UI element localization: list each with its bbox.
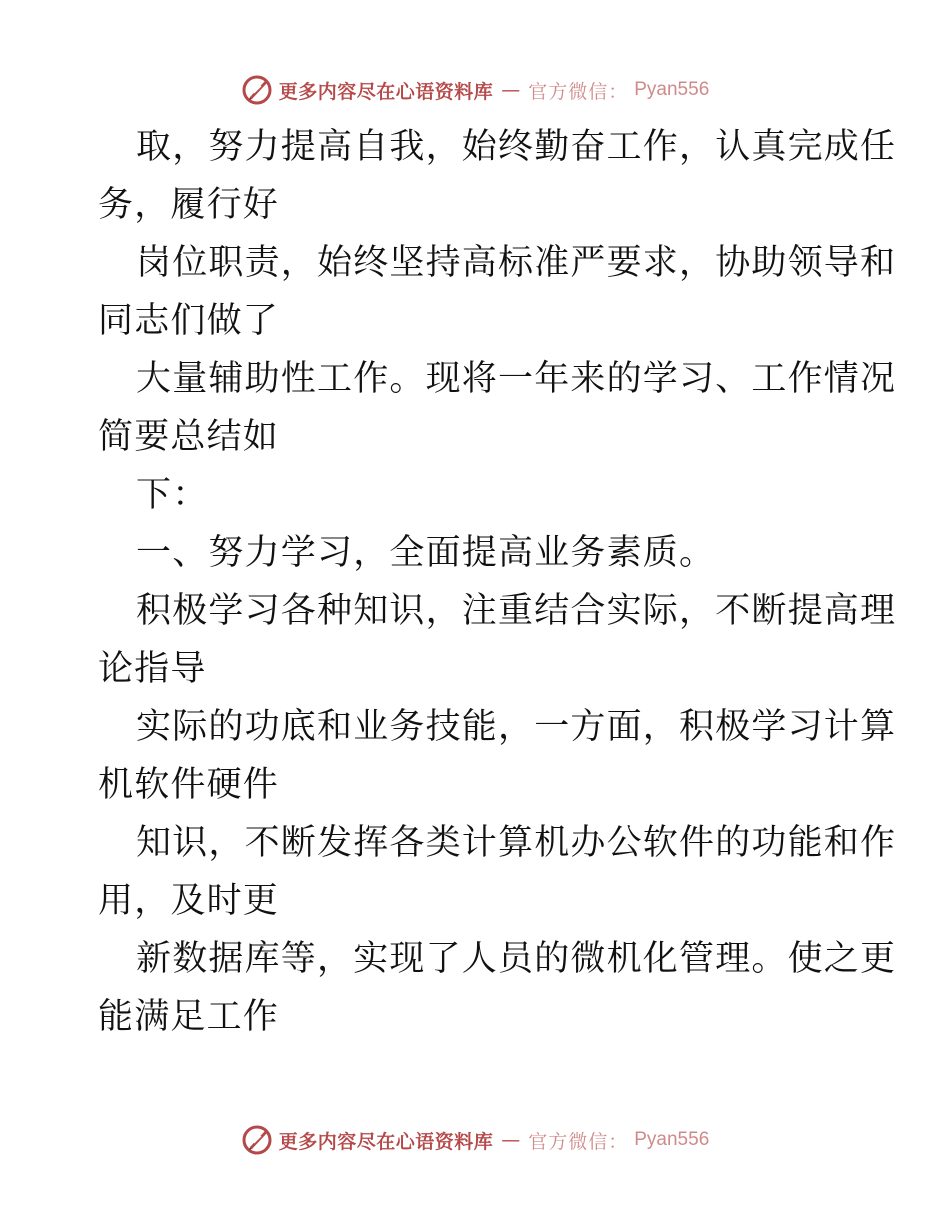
header-banner — [0, 70, 950, 110]
body-line: 用，及时更 — [98, 881, 280, 921]
body-line: 知识，不断发挥各类计算机办公软件的功能和作 — [136, 823, 897, 863]
header-banner-text: 更多内容尽在心语资料库 — [278, 80, 494, 103]
body-line: 新数据库等，实现了人员的微机化管理。使之更 — [136, 939, 897, 979]
body-line: 实际的功底和业务技能，一方面，积极学习计算 — [136, 707, 897, 747]
footer-banner — [0, 1120, 950, 1160]
footer-official-label: 官方微信： — [528, 1130, 629, 1153]
footer-banner-text: 更多内容尽在心语资料库 — [278, 1130, 494, 1153]
body-line: 取，努力提高自我，始终勤奋工作，认真完成任 — [136, 127, 897, 167]
body-line: 岗位职责，始终坚持高标准严要求，协助领导和 — [136, 243, 897, 283]
body-line: 大量辅助性工作。现将一年来的学习、工作情况 — [136, 359, 897, 399]
section-heading: 一、努力学习，全面提高业务素质。 — [136, 533, 716, 573]
footer-banner-inner — [241, 1124, 710, 1156]
body-line: 务，履行好 — [98, 185, 280, 225]
quill-logo-icon — [241, 1124, 273, 1156]
document-body — [98, 118, 897, 1046]
body-line: 下： — [136, 475, 209, 515]
body-line: 简要总结如 — [98, 417, 280, 457]
quill-logo-icon — [241, 74, 273, 106]
body-line: 能满足工作 — [98, 997, 280, 1037]
header-wechat-id: Pyan556 — [634, 79, 710, 100]
footer-banner-dash: — — [501, 1129, 521, 1151]
body-line: 论指导 — [98, 649, 207, 689]
header-official-label: 官方微信： — [528, 80, 629, 103]
body-line: 积极学习各种知识，注重结合实际，不断提高理 — [136, 591, 897, 631]
header-banner-dash: — — [501, 79, 521, 101]
footer-wechat-id: Pyan556 — [634, 1129, 710, 1150]
body-line: 机软件硬件 — [98, 765, 280, 805]
body-line: 同志们做了 — [98, 301, 280, 341]
header-banner-inner — [241, 74, 710, 106]
